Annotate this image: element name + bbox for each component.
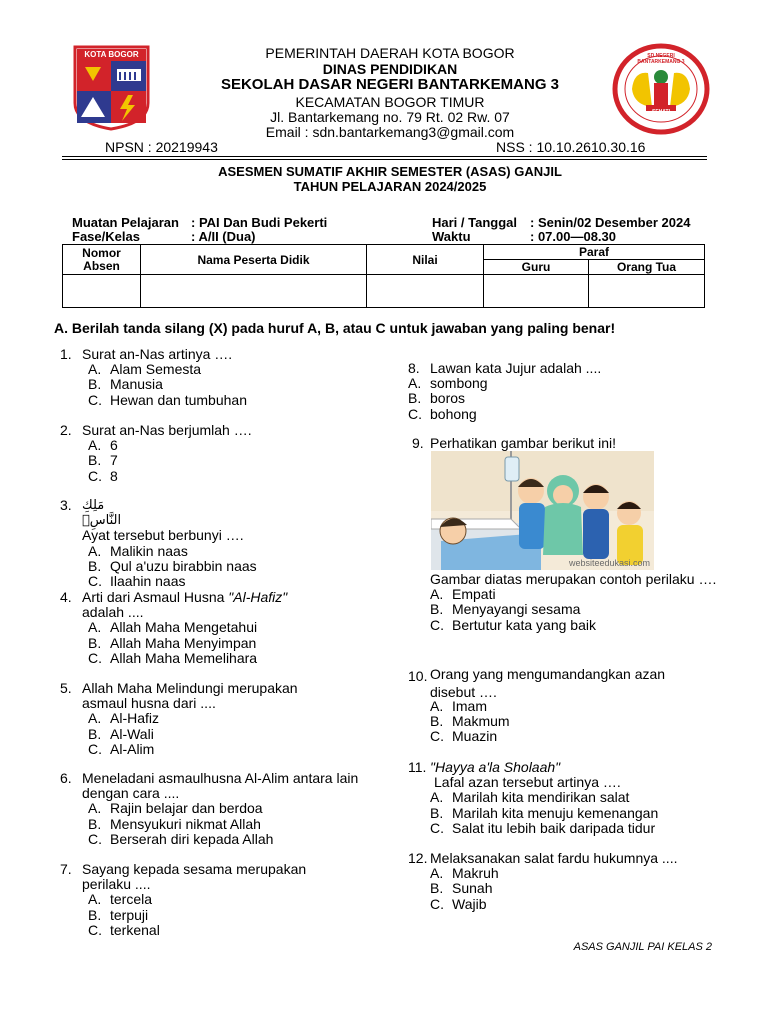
option-b[interactable]: B. terpuji — [88, 906, 149, 923]
azan-phrase: "Hayya a'la Sholaah" — [430, 759, 561, 775]
option-b[interactable]: B. Manusia — [88, 376, 163, 393]
option-b[interactable]: B. Sunah — [430, 880, 493, 897]
cell-score[interactable] — [367, 275, 484, 308]
question-3 — [60, 498, 360, 589]
question-number: 2. — [60, 422, 72, 438]
option-b[interactable]: B. Al-Wali — [88, 725, 154, 742]
option-c[interactable]: C. terkenal — [88, 921, 160, 938]
question-number: 4. — [60, 589, 72, 605]
header-district: KECAMATAN BOGOR TIMUR — [295, 94, 485, 110]
option-c[interactable]: C. Berserah diri kepada Allah — [88, 830, 274, 847]
question-number: 8. — [408, 360, 420, 376]
question-10-options — [430, 699, 710, 745]
option-a[interactable]: A. Malikin naas — [88, 542, 188, 559]
option-c[interactable]: C. Muazin — [430, 728, 498, 745]
asmaul-husna-term: "Al-Hafiz" — [228, 589, 288, 605]
question-8 — [408, 361, 708, 422]
option-b[interactable]: B. boros — [408, 390, 466, 407]
option-a[interactable]: A. Imam — [430, 698, 487, 714]
option-a[interactable]: A. Allah Maha Mengetahui — [88, 619, 258, 636]
question-stem: Lafal azan tersebut artinya …. — [434, 774, 621, 791]
option-b[interactable]: B. 7 — [88, 452, 118, 469]
question-stem: Arti dari Asmaul Husna "Al-Hafiz" adalah .... — [82, 589, 288, 621]
option-b[interactable]: B. Qul a'uzu birabbin naas — [88, 557, 257, 574]
option-a[interactable]: A. Marilah kita mendirikan salat — [430, 789, 630, 806]
question-1 — [60, 347, 360, 408]
option-c[interactable]: C. Hewan dan tumbuhan — [88, 391, 247, 408]
question-stem: Perhatikan gambar berikut ini! — [430, 435, 616, 451]
time-label: Waktu — [432, 229, 471, 244]
student-table — [62, 244, 705, 308]
question-number: 12. — [408, 850, 428, 866]
header-nss: NSS : 10.10.2610.30.16 — [496, 139, 646, 155]
cell-teacher-sign[interactable] — [484, 275, 589, 308]
question-stem: Ayat tersebut berbunyi …. — [82, 527, 244, 544]
question-stem: Melaksanakan salat fardu hukumnya .... — [430, 850, 678, 866]
option-a[interactable]: A. Empati — [430, 586, 496, 603]
question-11 — [408, 760, 708, 836]
option-c[interactable]: C. bohong — [408, 405, 477, 422]
question-number: 11. — [408, 759, 427, 775]
col-teacher: Guru — [484, 260, 589, 275]
time-value: : 07.00—08.30 — [530, 229, 617, 244]
instruction: A. Berilah tanda silang (X) pada huruf A, B, atau C untuk jawaban yang paling benar! — [54, 320, 616, 336]
question-5 — [60, 681, 330, 757]
option-b[interactable]: B. Menyayangi sesama — [430, 601, 581, 618]
option-c[interactable]: C. Al-Alim — [88, 740, 155, 757]
header-school-name: SEKOLAH DASAR NEGERI BANTARKEMANG 3 — [220, 76, 560, 93]
illustration-visiting-sick-friend — [431, 451, 654, 570]
question-6 — [60, 771, 370, 847]
cell-parent-sign[interactable] — [589, 275, 705, 308]
question-7 — [60, 862, 350, 938]
question-stem: Lawan kata Jujur adalah .... — [430, 360, 602, 376]
question-stem-continued: Gambar diatas merupakan contoh perilaku …. — [430, 571, 717, 587]
question-12 — [408, 851, 708, 912]
question-number: 1. — [60, 346, 72, 362]
option-c[interactable]: C. Salat itu lebih baik daripada tidur — [430, 819, 656, 836]
question-stem: Allah Maha Melindungi merupakan asmaul husna dari .... — [82, 680, 298, 712]
question-number: 10. — [408, 668, 428, 684]
col-score: Nilai — [367, 245, 484, 275]
question-4 — [60, 590, 360, 666]
option-a[interactable]: A. sombong — [408, 375, 488, 392]
question-number: 6. — [60, 770, 72, 786]
question-2 — [60, 423, 360, 484]
question-number: 9. — [412, 435, 424, 451]
option-c[interactable]: C. 8 — [88, 467, 118, 484]
question-10 — [408, 665, 708, 701]
option-a[interactable]: A. Makruh — [430, 865, 499, 882]
subject-value: : PAI Dan Budi Pekerti — [191, 215, 328, 230]
exam-year: TAHUN PELAJARAN 2024/2025 — [293, 179, 487, 194]
question-9 — [412, 436, 712, 451]
option-b[interactable]: B. Marilah kita menuju kemenangan — [430, 804, 659, 821]
class-value: : A/II (Dua) — [191, 229, 256, 244]
question-number: 3. — [60, 497, 72, 513]
option-a[interactable]: A. Alam Semesta — [88, 361, 202, 378]
question-number: 7. — [60, 861, 72, 877]
col-name: Nama Peserta Didik — [141, 245, 367, 275]
option-c[interactable]: C. Wajib — [430, 895, 487, 912]
col-number: Nomor Absen — [63, 245, 141, 275]
col-paraf: Paraf — [484, 245, 705, 260]
kota-bogor-logo-text: KOTA BOGOR — [84, 50, 139, 59]
header-divider — [62, 156, 707, 160]
option-c[interactable]: C. Ilaahin naas — [88, 573, 186, 590]
question-9-body — [430, 572, 720, 633]
option-a[interactable]: A. Al-Hafiz — [88, 710, 160, 727]
image-watermark: websiteedukasi.com — [568, 558, 650, 568]
page-footer: ASAS GANJIL PAI KELAS 2 — [573, 941, 712, 953]
option-b[interactable]: B. Mensyukuri nikmat Allah — [88, 815, 261, 832]
col-parent: Orang Tua — [589, 260, 705, 275]
option-a[interactable]: A. tercela — [88, 891, 153, 908]
option-a[interactable]: A. 6 — [88, 437, 118, 454]
cell-number[interactable] — [63, 275, 141, 308]
option-b[interactable]: B. Makmum — [430, 713, 510, 730]
day-value: : Senin/02 Desember 2024 — [530, 215, 691, 230]
header-npsn: NPSN : 20219943 — [105, 139, 218, 155]
arabic-verse: مَلِكِ النَّاسِۙ — [82, 498, 122, 529]
question-number: 5. — [60, 680, 72, 696]
cell-name[interactable] — [141, 275, 367, 308]
option-a[interactable]: A. Rajin belajar dan berdoa — [88, 800, 263, 817]
subject-label: Muatan Pelajaran — [72, 215, 179, 230]
header-address: Jl. Bantarkemang no. 79 Rt. 02 Rw. 07 — [270, 109, 510, 125]
question-stem: Surat an-Nas artinya …. — [82, 346, 233, 362]
day-label: Hari / Tanggal — [432, 215, 517, 230]
header-government: PEMERINTAH DAERAH KOTA BOGOR — [265, 45, 515, 61]
exam-title: ASESMEN SUMATIF AKHIR SEMESTER (ASAS) GANJIL — [218, 164, 562, 179]
question-stem: Sayang kepada sesama merupakan perilaku .... — [82, 861, 307, 893]
option-c[interactable]: C. Bertutur kata yang baik — [430, 616, 596, 633]
question-stem: Surat an-Nas berjumlah …. — [82, 422, 252, 438]
option-b[interactable]: B. Allah Maha Menyimpan — [88, 634, 257, 651]
header-department: DINAS PENDIDIKAN — [322, 61, 458, 77]
school-logo-text: SD NEGERI BANTARKEMANG 3 — [637, 53, 685, 65]
class-label: Fase/Kelas — [72, 229, 140, 244]
option-c[interactable]: C. Allah Maha Memelihara — [88, 649, 258, 666]
question-stem: Orang yang mengumandangkan azan disebut …. — [430, 666, 666, 700]
school-logo-motto: SEHATI — [652, 109, 670, 115]
header-email: Email : sdn.bantarkemang3@gmail.com — [265, 124, 515, 140]
question-stem: Meneladani asmaulhusna Al-Alim antara lain dengan cara .... — [82, 770, 359, 802]
